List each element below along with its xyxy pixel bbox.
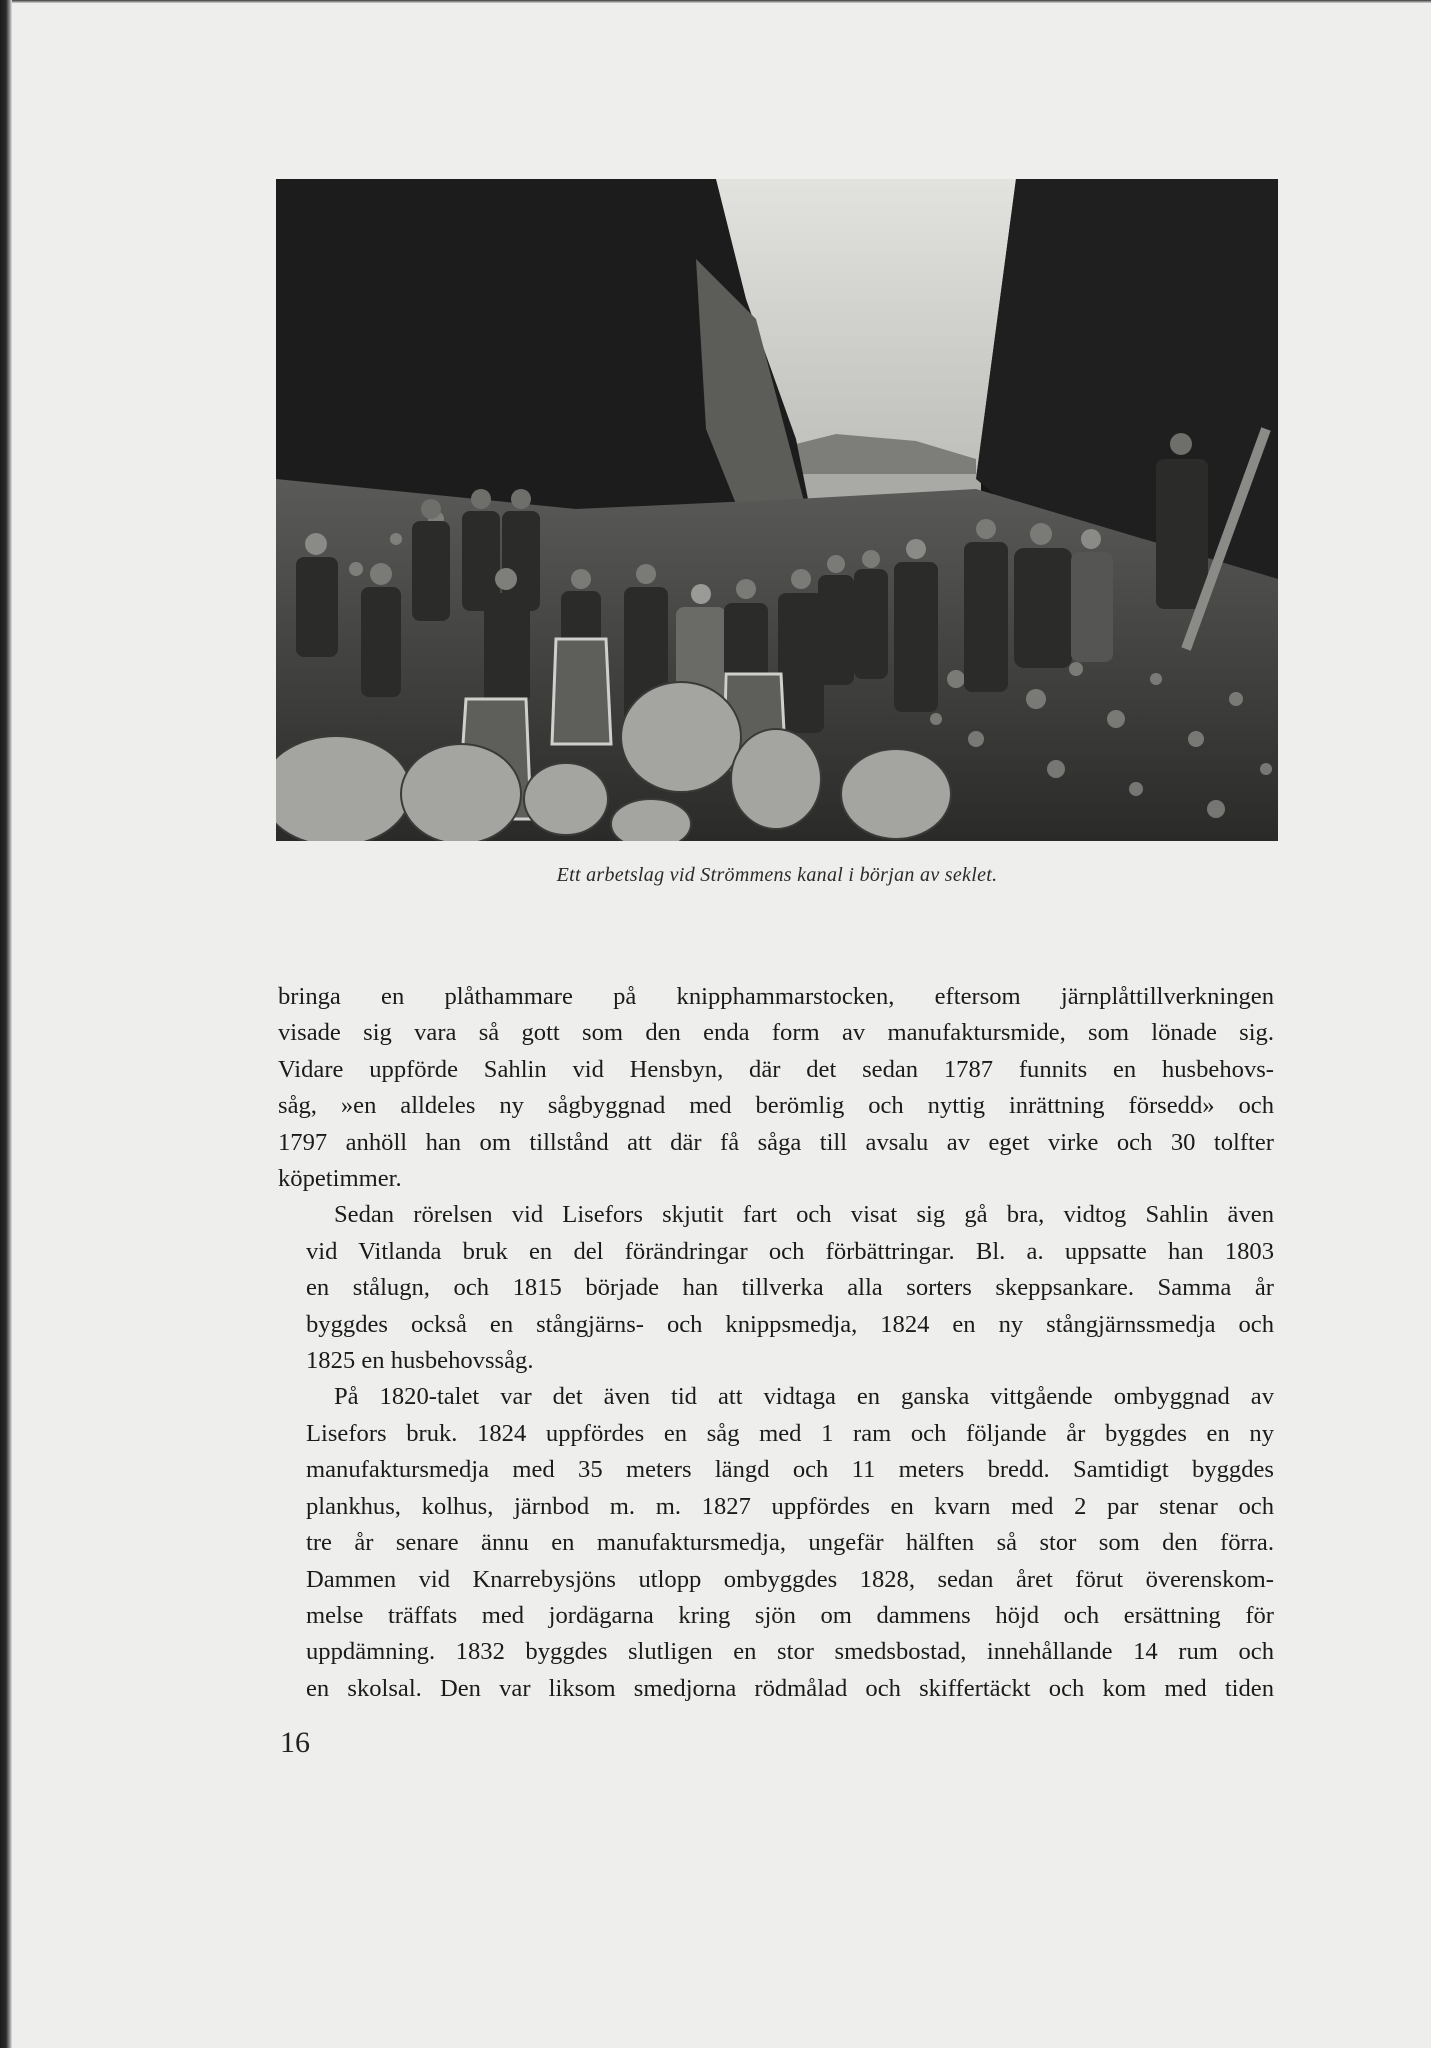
text-line: köpetimmer.	[278, 1165, 402, 1193]
wheelbarrow	[552, 639, 611, 744]
page-number: 16	[280, 1726, 310, 1759]
text-line: en skolsal. Den var liksom smedjorna rödmålad och skiffertäckt och kom med tiden	[306, 1674, 1274, 1702]
worker	[894, 539, 938, 712]
paragraph-1	[278, 979, 1274, 1197]
text-line: tre år senare ännu en manufaktursmedja, ungefär hälften så stor som den förra.	[306, 1529, 1274, 1557]
text-line: byggdes också en stångjärns- och knippsmedja, 1824 en ny stångjärnssmedja och	[306, 1310, 1274, 1338]
text-line: plankhus, kolhus, järnbod m. m. 1827 uppfördes en kvarn med 2 par stenar och	[306, 1492, 1274, 1520]
page-binding-edge	[0, 0, 12, 2048]
text-line: Sedan rörelsen vid Lisefors skjutit fart och visat sig gå bra, vidtog Sahlin även	[334, 1201, 1274, 1229]
boulder	[524, 763, 608, 835]
worker	[1156, 433, 1208, 609]
text-line: Dammen vid Knarrebysjöns utlopp ombyggdes 1828, sedan året förut överenskom-	[306, 1565, 1274, 1593]
photo-illustration	[276, 179, 1278, 841]
text-line: Lisefors bruk. 1824 uppfördes en såg med 1 ram och följande år byggdes en ny	[306, 1419, 1274, 1447]
worker	[964, 519, 1008, 692]
text-line: såg, »en alldeles ny sågbyggnad med berömlig och nyttig inrättning försedd» och	[278, 1092, 1274, 1120]
text-line: uppdämning. 1832 byggdes slutligen en stor smedsbostad, innehållande 14 rum och	[306, 1638, 1274, 1666]
paragraph-3	[278, 1379, 1274, 1707]
body-text	[278, 979, 1274, 1707]
text-line: melse träffats med jordägarna kring sjön om dammens höjd och ersättning för	[306, 1601, 1274, 1629]
boulder	[611, 799, 691, 841]
text-line: På 1820-talet var det även tid att vidtaga en ganska vittgående ombyggnad av	[334, 1383, 1274, 1411]
text-line: en stålugn, och 1815 började han tillverka alla sorters skeppsankare. Samma år	[306, 1274, 1274, 1302]
text-line: Vidare uppförde Sahlin vid Hensbyn, där det sedan 1787 funnits en husbehovs-	[278, 1055, 1274, 1083]
text-line: visade sig vara så gott som den enda form av manufaktursmide, som lönade sig.	[278, 1019, 1274, 1047]
page-top-edge	[0, 0, 1431, 3]
text-line: manufaktursmedja med 35 meters längd och 11 meters bredd. Samtidigt byggdes	[306, 1456, 1274, 1484]
photograph-work-crew	[276, 179, 1278, 841]
text-line: vid Vitlanda bruk en del förändringar och förbättringar. Bl. a. uppsatte han 1803	[306, 1237, 1274, 1265]
boulder	[841, 749, 951, 839]
boulder	[401, 744, 521, 841]
paragraph-2	[278, 1197, 1274, 1379]
boulder	[621, 682, 741, 792]
text-line: bringa en plåthammare på knipphammarstocken, eftersom järnplåttillverkningen	[278, 983, 1274, 1010]
worker	[778, 569, 824, 733]
figure-caption: Ett arbetslag vid Strömmens kanal i början av seklet.	[556, 864, 998, 886]
boulder	[731, 729, 821, 829]
text-line: 1825 en husbehovssåg.	[306, 1347, 534, 1375]
text-line: 1797 anhöll han om tillstånd att där få såga till avsalu av eget virke och 30 tolfter	[278, 1128, 1274, 1156]
